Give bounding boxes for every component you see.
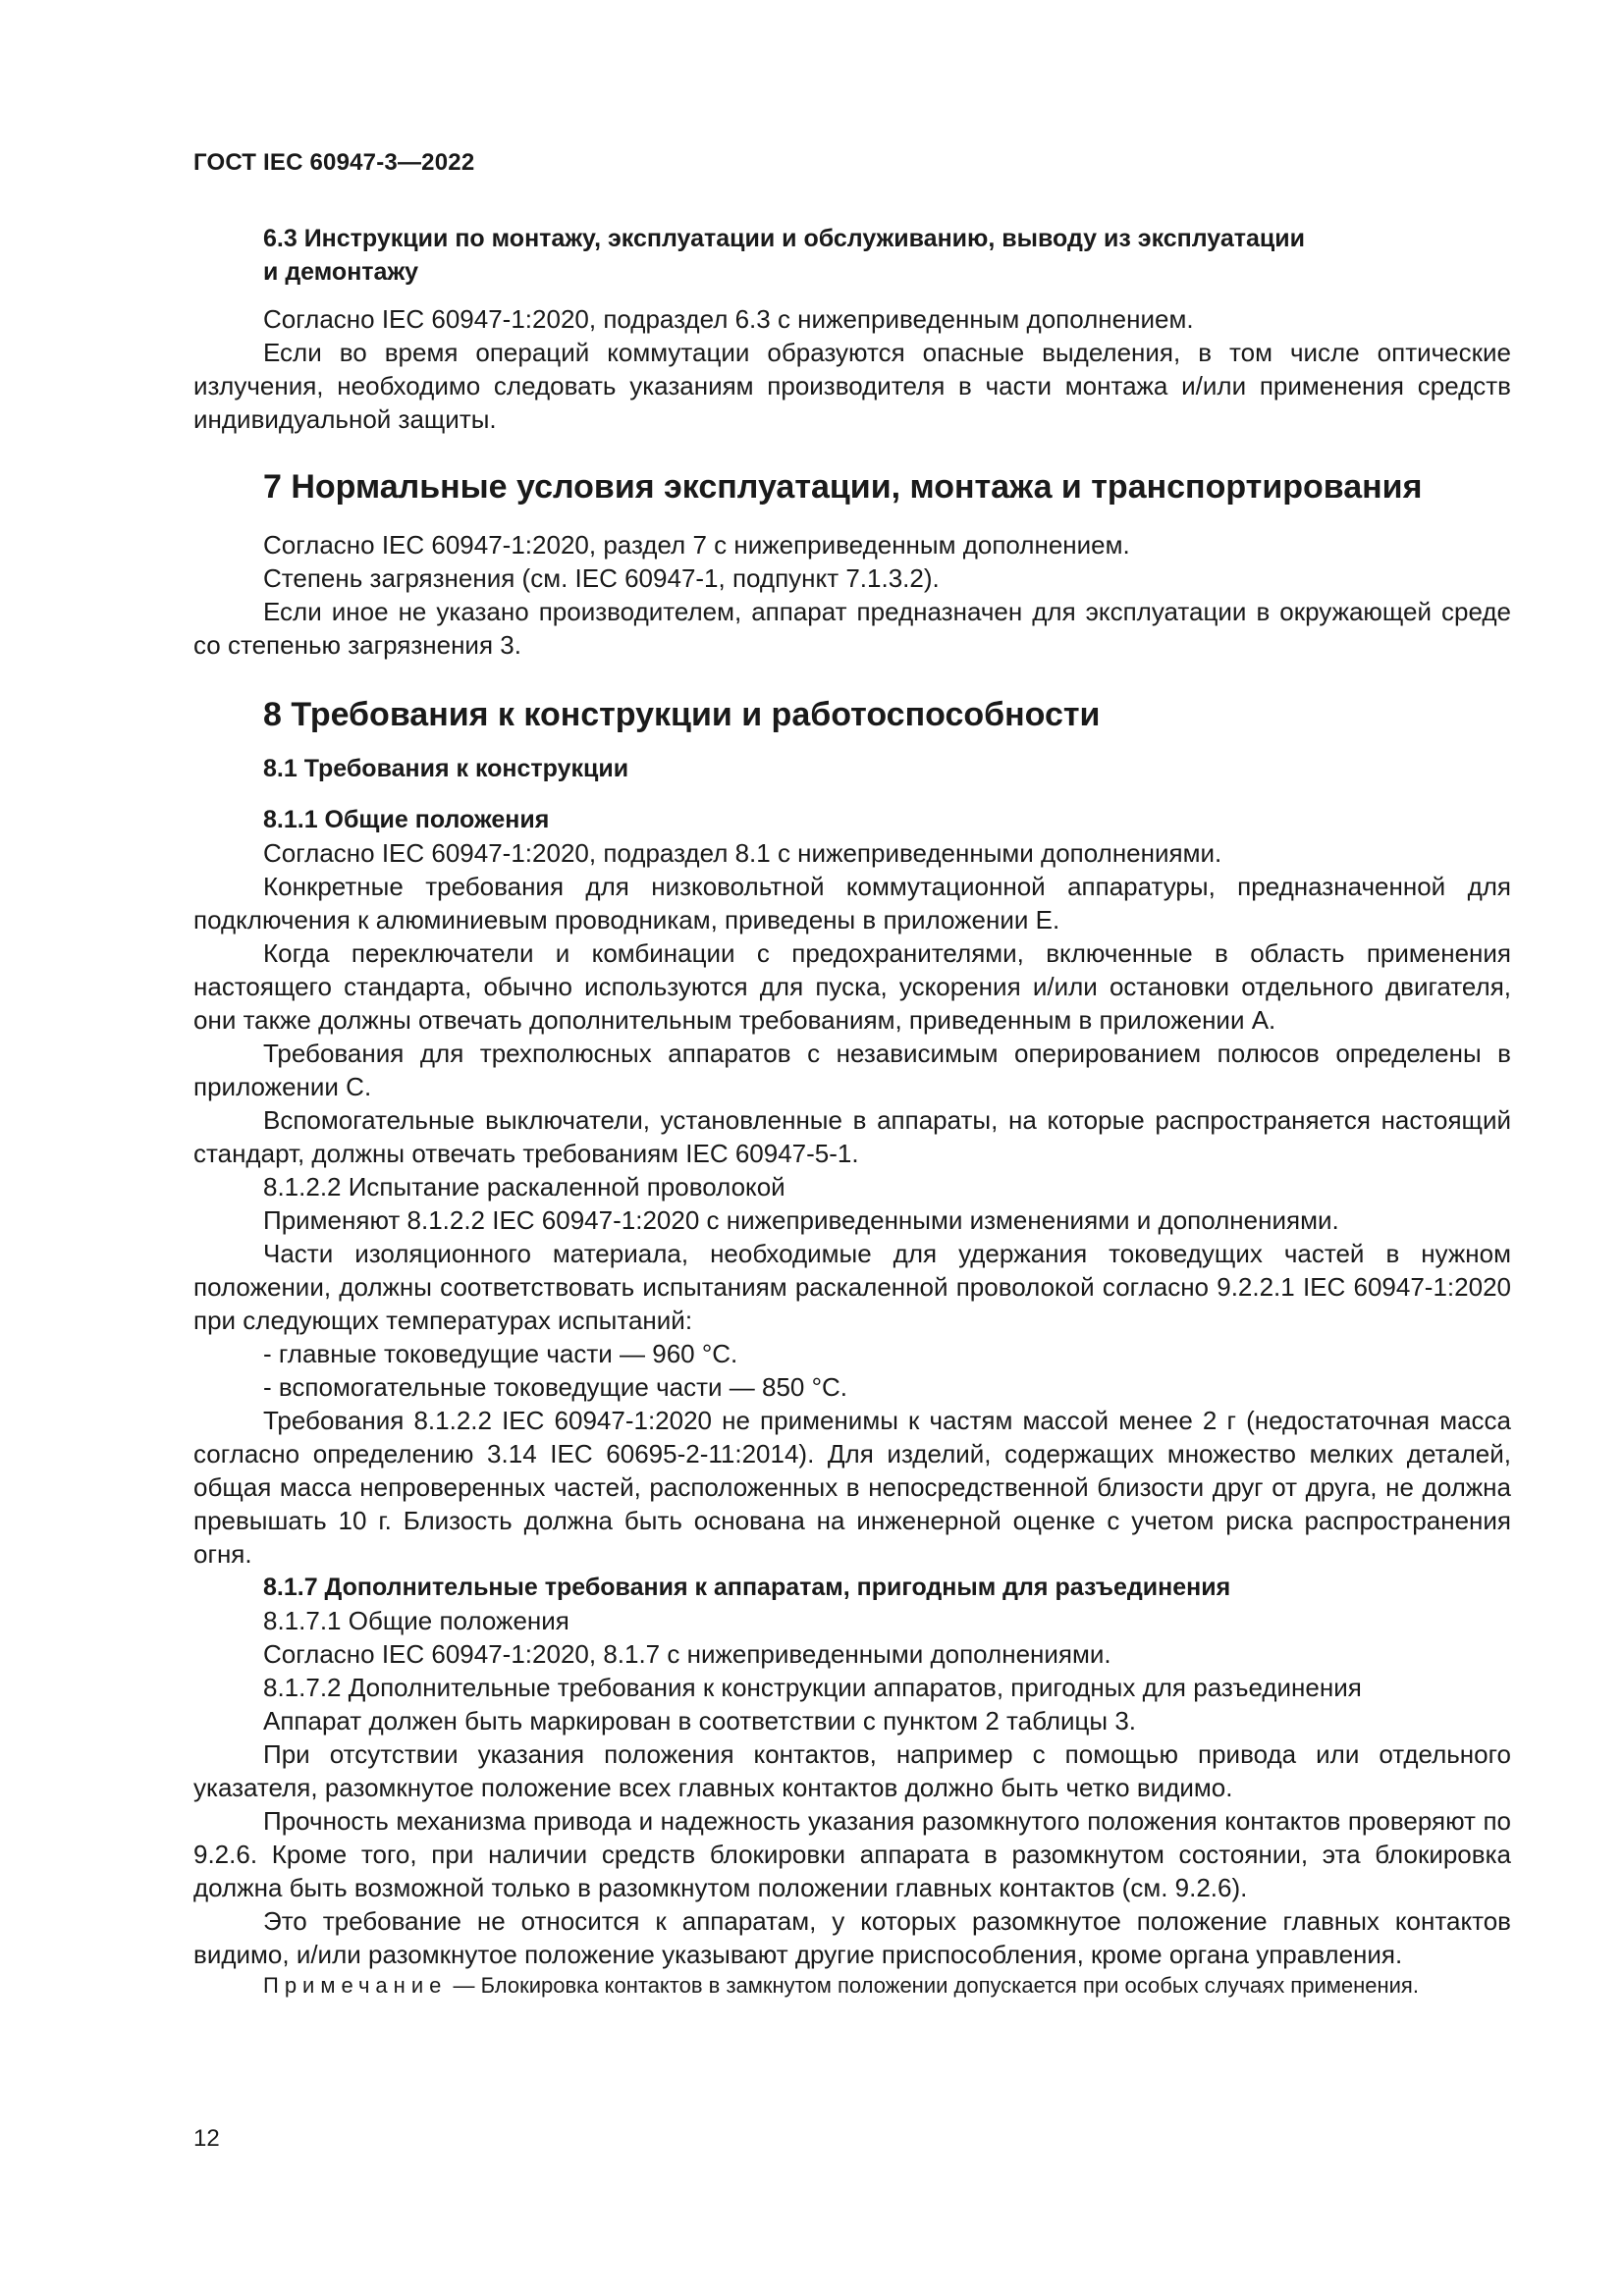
paragraph: Вспомогательные выключатели, установленные в аппараты, на которые распространяется настоящий стандарт, должны отвечать требованиям IEC 60947-5-1.: [193, 1105, 1511, 1168]
section-8-1-1-title: 8.1.1 Общие положения: [263, 806, 550, 833]
note-text: — Блокировка контактов в замкнутом положении допускается при особых случаях применения.: [447, 1973, 1419, 1998]
section-6-3-title-line1: 6.3 Инструкции по монтажу, эксплуатации и обслуживанию, выводу из эксплуатации: [263, 225, 1306, 252]
paragraph: Применяют 8.1.2.2 IEC 60947-1:2020 с нижеприведенными изменениями и дополнениями.: [263, 1205, 1339, 1235]
paragraph: Согласно IEC 60947-1:2020, 8.1.7 с нижеприведенными дополнениями.: [263, 1639, 1111, 1669]
paragraph: Степень загрязнения (см. IEC 60947-1, подпункт 7.1.3.2).: [263, 563, 940, 593]
paragraph: Если иное не указано производителем, аппарат предназначен для эксплуатации в окружающей среде со степенью загрязнения 3.: [193, 597, 1511, 660]
paragraph: 8.1.7.2 Дополнительные требования к конструкции аппаратов, пригодных для разъединения: [263, 1673, 1362, 1702]
paragraph: Конкретные требования для низковольтной коммутационной аппаратуры, предназначенной для подключения к алюминиевым проводникам, приведены в приложении E.: [193, 872, 1511, 934]
document-body: [193, 222, 1511, 2001]
paragraph: Когда переключатели и комбинации с предохранителями, включенные в область применения настоящего стандарта, обычно используются для пуска, ускорения и/или остановки отдельного двигателя, они также должны отвечать дополнительным требованиям, приведенным в приложении А.: [193, 938, 1511, 1035]
paragraph: Согласно IEC 60947-1:2020, подраздел 8.1 с нижеприведенными дополнениями.: [263, 838, 1222, 868]
section-8-1-7-title: 8.1.7 Дополнительные требования к аппаратам, пригодным для разъединения: [263, 1574, 1231, 1601]
paragraph: Прочность механизма привода и надежность указания разомкнутого положения контактов проверяют по 9.2.6. Кроме того, при наличии средств блокировки аппарата в разомкнутом состоянии, эта блокировка должна быть возможной только в разомкнутом положении главных контактов (см. 9.2.6).: [193, 1806, 1511, 1902]
paragraph: 8.1.7.1 Общие положения: [263, 1606, 569, 1635]
list-item: - вспомогательные токоведущие части — 850 °С.: [263, 1372, 848, 1402]
paragraph: Части изоляционного материала, необходимые для удержания токоведущих частей в нужном положении, должны соответствовать испытаниям раскаленной проволокой согласно 9.2.2.1 IEC 60947-1:2020 при следующих температурах испытаний:: [193, 1239, 1511, 1335]
page-number: 12: [193, 2125, 220, 2152]
paragraph: Если во время операций коммутации образуются опасные выделения, в том числе оптические излучения, необходимо следовать указаниям производителя в части монтажа и/или применения средств индивидуальной защиты.: [193, 338, 1511, 434]
note-label: Примечание: [263, 1973, 448, 1998]
section-7-title: 7 Нормальные условия эксплуатации, монтажа и транспортирования: [263, 468, 1423, 506]
paragraph: Согласно IEC 60947-1:2020, подраздел 6.3 с нижеприведенным дополнением.: [263, 304, 1194, 334]
note: [193, 1971, 1511, 2001]
standard-header: ГОСТ IEC 60947-3—2022: [193, 149, 475, 176]
paragraph: Это требование не относится к аппаратам, у которых разомкнутое положение главных контактов видимо, и/или разомкнутое положение указывают другие приспособления, кроме органа управления.: [193, 1906, 1511, 1969]
section-8-title: 8 Требования к конструкции и работоспособности: [263, 696, 1101, 733]
paragraph: При отсутствии указания положения контактов, например с помощью привода или отдельного указателя, разомкнутое положение всех главных контактов должно быть четко видимо.: [193, 1739, 1511, 1802]
paragraph: Требования для трехполюсных аппаратов с независимым оперированием полюсов определены в приложении С.: [193, 1039, 1511, 1101]
paragraph: 8.1.2.2 Испытание раскаленной проволокой: [263, 1172, 785, 1201]
paragraph: Аппарат должен быть маркирован в соответствии с пунктом 2 таблицы 3.: [263, 1706, 1137, 1735]
section-6-3-title-line2: и демонтажу: [263, 258, 419, 286]
paragraph: Требования 8.1.2.2 IEC 60947-1:2020 не применимы к частям массой менее 2 г (недостаточная масса согласно определению 3.14 IEC 60695-2-11:2014). Для изделий, содержащих множество мелких деталей, общая масса непроверенных частей, расположенных в непосредственной близости друг от друга, не должна превышать 10 г. Близость должна быть основана на инженерной оценке с учетом риска распространения огня.: [193, 1406, 1511, 1569]
section-8-1-title: 8.1 Требования к конструкции: [263, 755, 629, 782]
paragraph: Согласно IEC 60947-1:2020, раздел 7 с нижеприведенным дополнением.: [263, 530, 1130, 560]
list-item: - главные токоведущие части — 960 °С.: [263, 1339, 738, 1368]
